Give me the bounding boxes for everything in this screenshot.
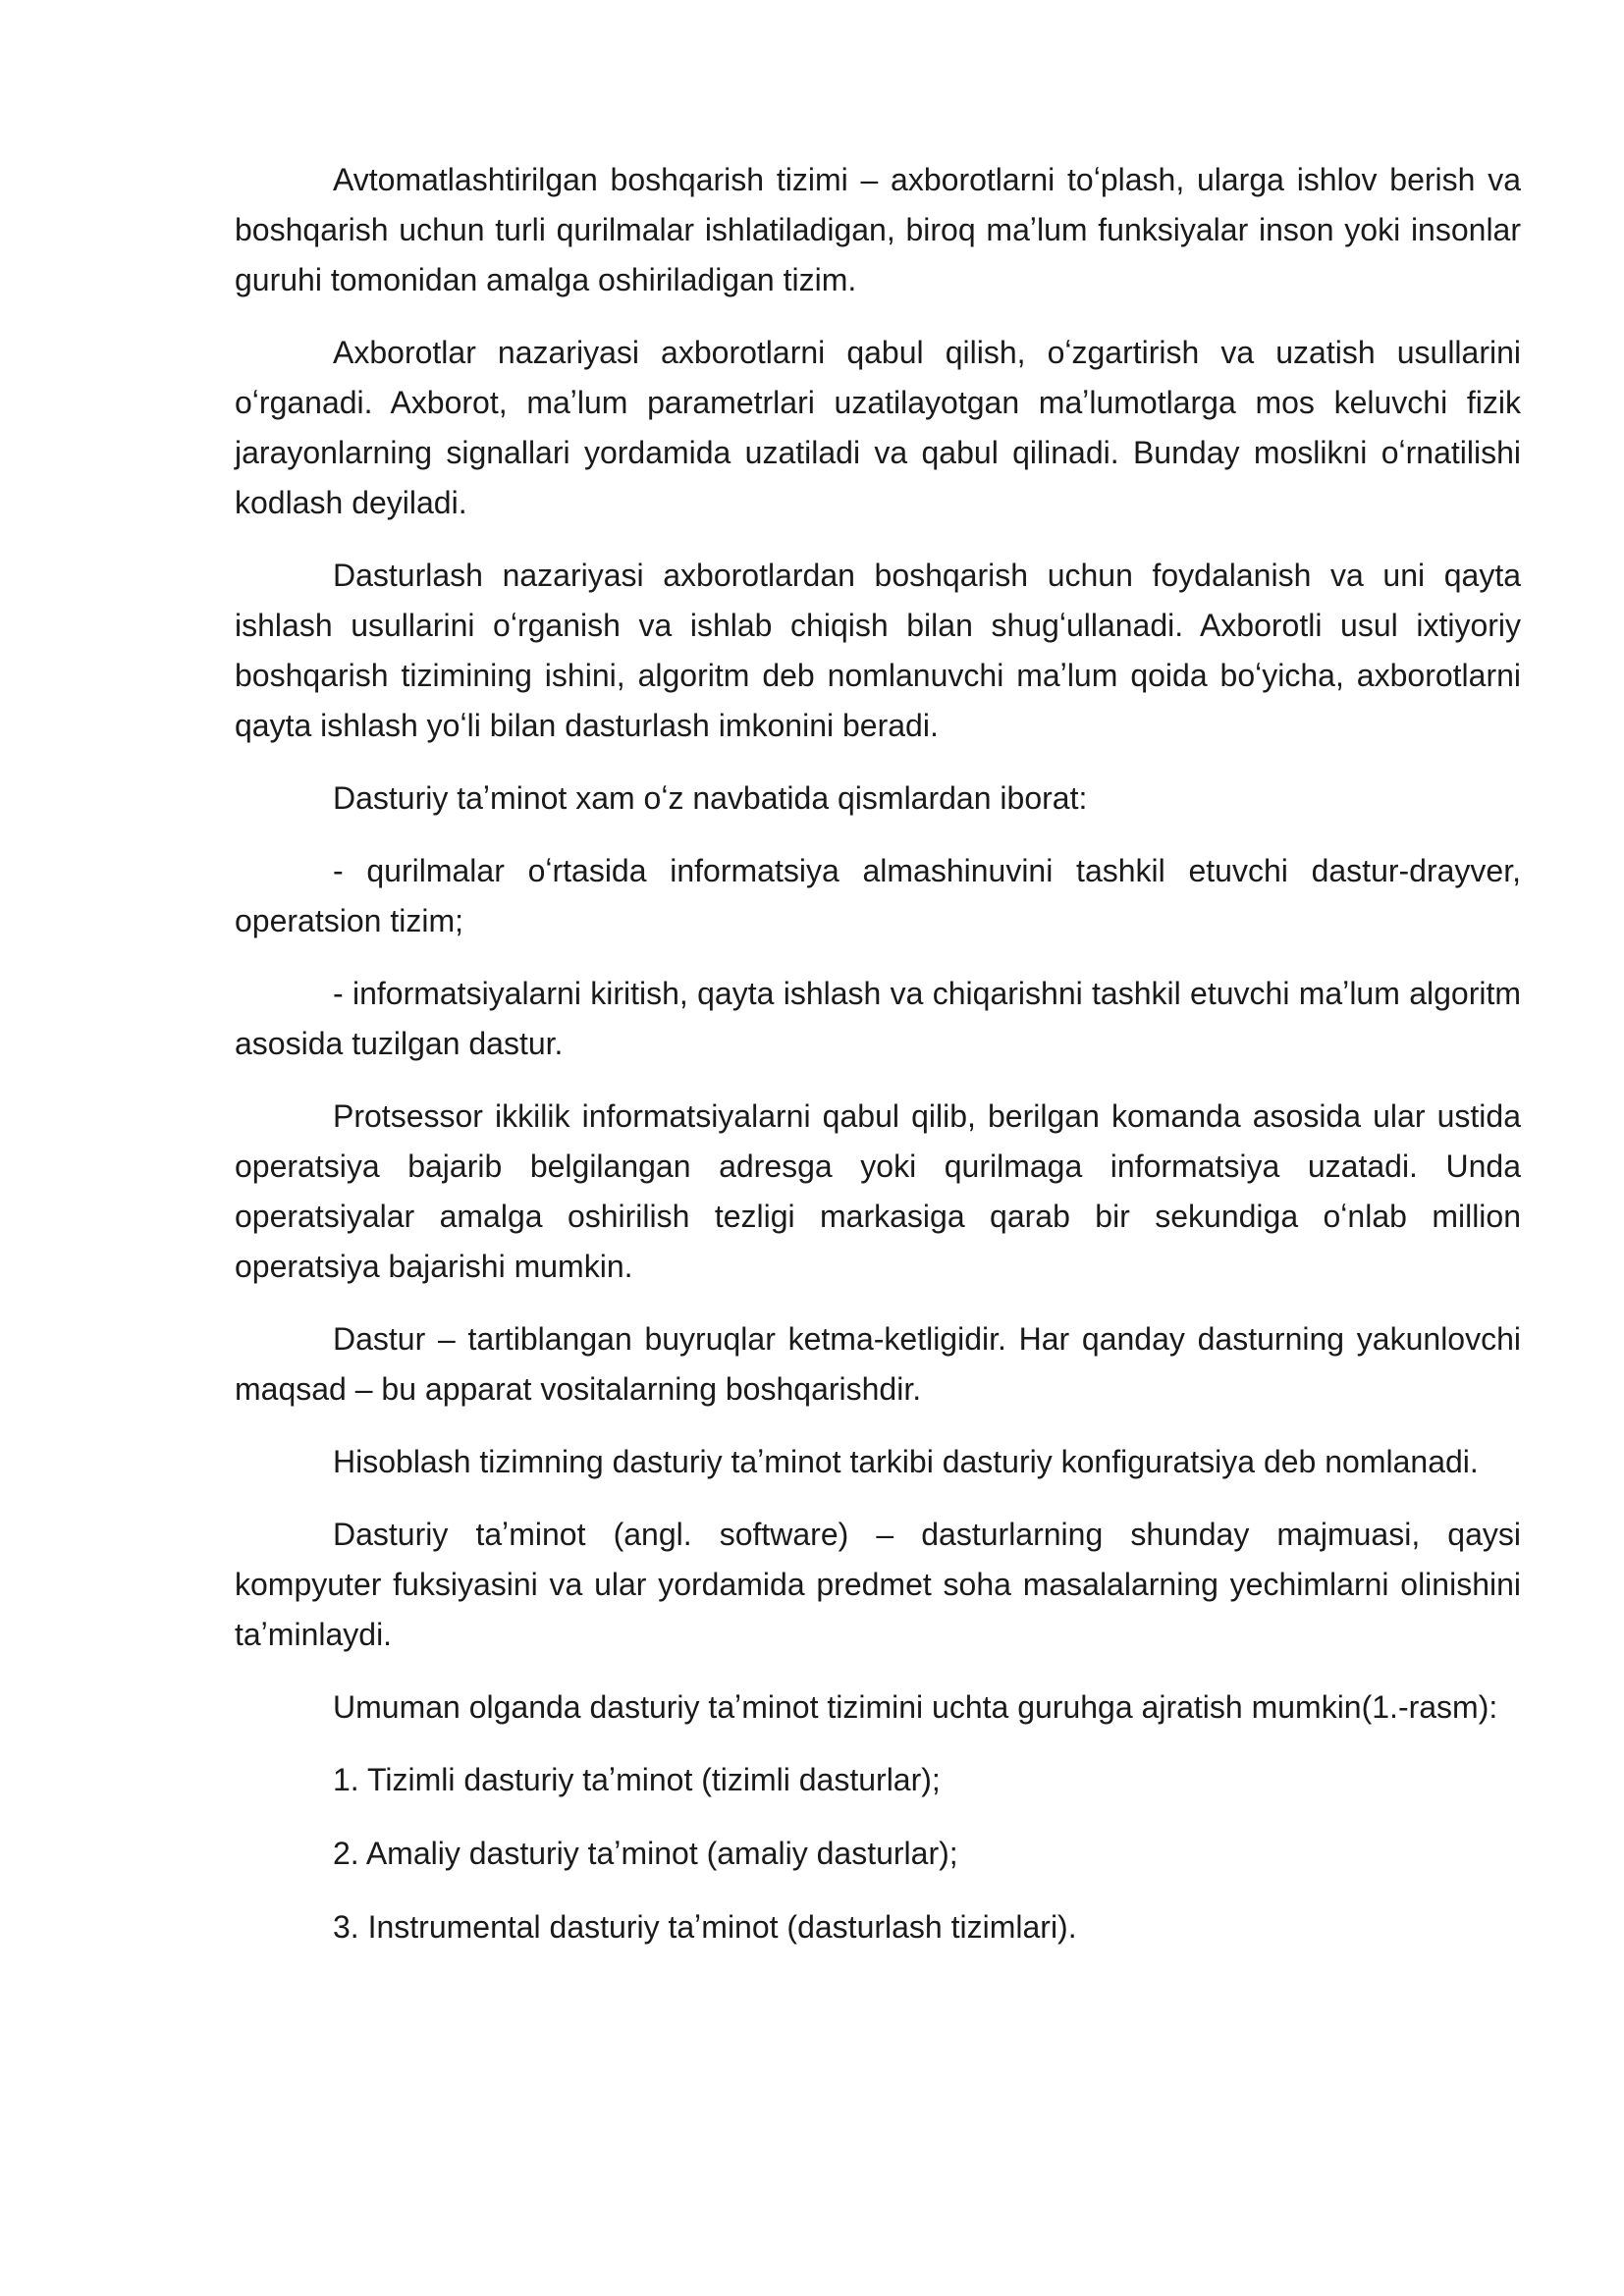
paragraph: Avtomatlashtirilgan boshqarish tizimi – axborotlarni toʻplash, ularga ishlov berish va boshqarish uchun turli qurilmalar ishlatiladigan, biroq maʼlum funksiyalar inson yoki insonlar guruhi tomonidan amalga oshiriladigan tizim. <box>235 162 1521 297</box>
paragraph: Dasturiy taʼminot xam oʻz navbatida qismlardan iborat: <box>333 780 1088 816</box>
paragraph: Dasturlash nazariyasi axborotlardan boshqarish uchun foydalanish va uni qayta ishlash usullarini oʻrganish va ishlab chiqish bilan shugʻullanadi. Axborotli usul ixtiyoriy boshqarish tizimining ishini, algoritm deb nomlanuvchi maʼlum qoida boʻyicha, axborotlarni qayta ishlash yoʻli bilan dasturlash imkonini beradi. <box>235 558 1521 743</box>
paragraph: Axborotlar nazariyasi axborotlarni qabul qilish, oʻzgartirish va uzatish usullarini oʻrganadi. Axborot, maʼlum parametrlari uzatilayotgan maʼlumotlarga mos keluvchi fizik jarayonlarning signallari yordamida uzatiladi va qabul qilinadi. Bunday moslikni oʻrnatilishi kodlash deyiladi. <box>235 335 1521 520</box>
paragraph: - qurilmalar oʻrtasida informatsiya almashinuvini tashkil etuvchi dastur-drayver, operatsion tizim; <box>235 853 1521 938</box>
paragraph: Dasturiy taʼminot (angl. software) – dasturlarning shunday majmuasi, qaysi kompyuter fuksiyasini va ular yordamida predmet soha masalalarning yechimlarni olinishini taʼminlaydi. <box>235 1517 1521 1652</box>
list-item: 1. Tizimli dasturiy taʼminot (tizimli dasturlar); <box>333 1762 941 1797</box>
paragraph: Dastur – tartiblangan buyruqlar ketma-ketligidir. Har qanday dasturning yakunlovchi maqsad – bu apparat vositalarning boshqarishdir. <box>235 1321 1521 1407</box>
paragraph: Protsessor ikkilik informatsiyalarni qabul qilib, berilgan komanda asosida ular ustida operatsiya bajarib belgilangan adresga yoki qurilmaga informatsiya uzatadi. Unda operatsiyalar amalga oshirilish tezligi markasiga qarab bir sekundiga oʻnlab million operatsiya bajarishi mumkin. <box>235 1098 1521 1284</box>
list-item: 3. Instrumental dasturiy taʼminot (dasturlash tizimlari). <box>333 1909 1077 1945</box>
list-item: 2. Amaliy dasturiy taʼminot (amaliy dasturlar); <box>333 1836 958 1871</box>
paragraph: - informatsiyalarni kiritish, qayta ishlash va chiqarishni tashkil etuvchi maʼlum algoritm asosida tuzilgan dastur. <box>235 976 1521 1061</box>
document-body <box>235 155 1521 1976</box>
paragraph: Hisoblash tizimning dasturiy taʼminot tarkibi dasturiy konfiguratsiya deb nomlanadi. <box>333 1444 1479 1479</box>
paragraph: Umuman olganda dasturiy taʼminot tizimini uchta guruhga ajratish mumkin(1.-rasm): <box>333 1689 1498 1725</box>
